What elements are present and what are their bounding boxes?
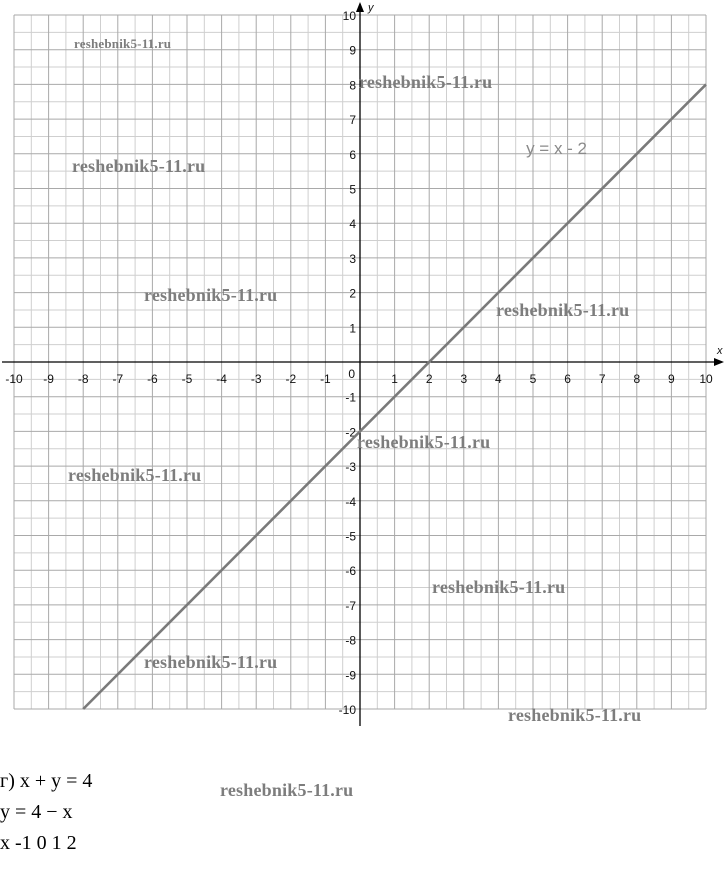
watermark: reshebnik5-11.ru bbox=[496, 300, 630, 320]
x-tick-label: -6 bbox=[147, 372, 158, 386]
y-tick-label: 8 bbox=[349, 78, 356, 93]
y-tick-label: -1 bbox=[345, 390, 356, 405]
origin-label: 0 bbox=[348, 367, 355, 381]
x-axis-label: x bbox=[717, 345, 723, 357]
watermark: reshebnik5-11.ru bbox=[432, 577, 566, 597]
x-tick-label: -3 bbox=[250, 372, 262, 386]
watermark: reshebnik5-11.ru bbox=[144, 285, 278, 305]
watermark: reshebnik5-11.ru bbox=[357, 432, 491, 452]
y-tick-label: -10 bbox=[338, 703, 356, 717]
x-tick-label: 3 bbox=[460, 372, 468, 386]
x-tick-label: -2 bbox=[285, 372, 297, 386]
watermark: reshebnik5-11.ru bbox=[74, 36, 172, 51]
x-tick-label: 2 bbox=[425, 372, 433, 386]
y-tick-label: 5 bbox=[349, 182, 356, 197]
y-tick-label: -5 bbox=[345, 529, 356, 544]
x-tick-label: -7 bbox=[112, 372, 124, 386]
x-tick-label: -10 bbox=[5, 372, 23, 386]
y-tick-label: 7 bbox=[349, 113, 356, 128]
x-tick-label: 8 bbox=[633, 372, 641, 386]
y-tick-label: 3 bbox=[349, 251, 356, 266]
x-tick-label: 6 bbox=[564, 372, 571, 386]
x-tick-label: 4 bbox=[495, 372, 502, 386]
y-axis-arrow bbox=[356, 2, 364, 12]
y-tick-label: 9 bbox=[349, 43, 356, 58]
watermark: reshebnik5-11.ru bbox=[220, 780, 354, 800]
y-tick-label: 2 bbox=[349, 286, 356, 301]
exercise-line: г) x + y = 4 bbox=[0, 770, 93, 792]
x-tick-label: -1 bbox=[320, 372, 331, 386]
exercise-line: y = 4 − x bbox=[0, 801, 73, 823]
exercise-line: x -1 0 1 2 bbox=[0, 832, 77, 854]
x-axis-arrow bbox=[714, 358, 724, 366]
watermark: reshebnik5-11.ru bbox=[359, 72, 493, 92]
y-tick-label: 1 bbox=[349, 321, 356, 336]
y-tick-label: -2 bbox=[345, 425, 356, 440]
x-tick-label: 1 bbox=[391, 372, 398, 386]
x-tick-label: -8 bbox=[77, 372, 89, 386]
watermark: reshebnik5-11.ru bbox=[72, 156, 206, 176]
y-tick-label: -3 bbox=[345, 460, 356, 475]
y-tick-label: -4 bbox=[345, 494, 356, 509]
x-tick-label: 9 bbox=[668, 372, 675, 386]
y-tick-label: 4 bbox=[349, 217, 356, 232]
watermark: reshebnik5-11.ru bbox=[144, 652, 278, 672]
x-tick-label: -4 bbox=[216, 372, 227, 386]
y-tick-label: -6 bbox=[345, 564, 356, 579]
y-tick-label: -7 bbox=[345, 598, 356, 613]
y-tick-label: -8 bbox=[345, 633, 356, 648]
series-label: y = x - 2 bbox=[526, 138, 588, 158]
y-tick-label: 10 bbox=[342, 9, 356, 23]
y-tick-label: 6 bbox=[349, 147, 356, 162]
watermark: reshebnik5-11.ru bbox=[508, 705, 642, 725]
x-tick-label: 7 bbox=[598, 372, 606, 386]
x-tick-label: 5 bbox=[529, 372, 537, 386]
x-tick-label: 10 bbox=[699, 372, 713, 386]
watermark: reshebnik5-11.ru bbox=[68, 465, 202, 485]
y-tick-label: -9 bbox=[345, 668, 356, 683]
y-axis-label: y bbox=[368, 2, 374, 14]
x-tick-label: -9 bbox=[43, 372, 54, 386]
x-tick-label: -5 bbox=[181, 372, 193, 386]
